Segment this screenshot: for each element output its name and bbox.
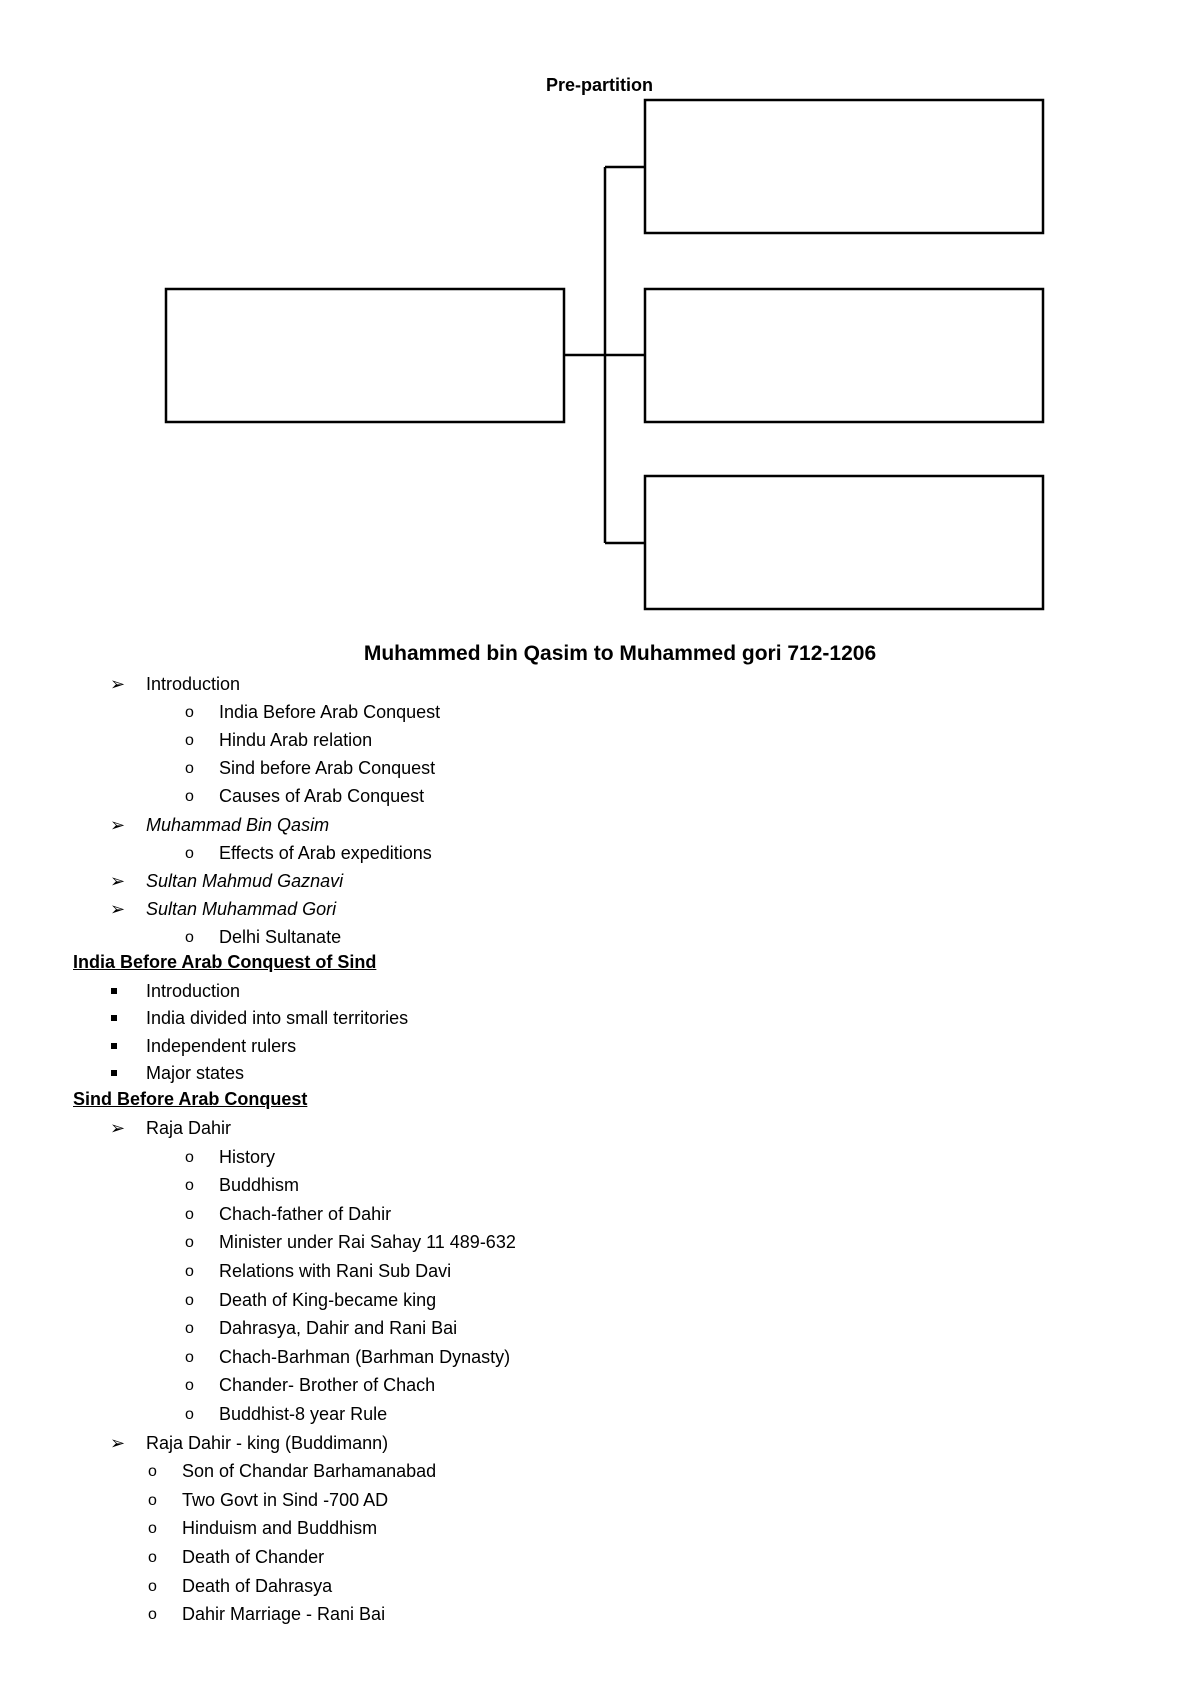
arrow-bullet-icon: ➢ [110, 674, 126, 694]
list-item-text: Causes of Arab Conquest [219, 786, 425, 807]
list-item-text: Raja Dahir - king (Buddimann) [146, 1432, 389, 1453]
list-item-text: Muhammad Bin Qasim [146, 814, 330, 835]
circle-bullet-icon: o [185, 1348, 194, 1366]
square-bullet-icon [111, 1015, 117, 1021]
square-bullet-icon [111, 988, 117, 994]
circle-bullet-icon: o [185, 1148, 194, 1166]
square-bullet-icon [111, 1043, 117, 1049]
list-item-text: Effects of Arab expeditions [219, 842, 432, 863]
list-item-text: Sultan Mahmud Gaznavi [146, 870, 344, 891]
circle-bullet-icon: o [185, 844, 194, 862]
list-item-text: India Before Arab Conquest [219, 702, 441, 723]
list-item-text: Relations with Rani Sub Davi [219, 1261, 452, 1281]
list-item-text: Sultan Muhammad Gori [146, 898, 337, 919]
diagram-box-top-right [645, 100, 1043, 233]
circle-bullet-icon: o [185, 1263, 194, 1280]
circle-bullet-icon: o [148, 1606, 157, 1624]
diagram-box-left [166, 289, 564, 422]
circle-bullet-icon: o [185, 928, 194, 946]
list-item-text: Chander- Brother of Chach [219, 1375, 436, 1396]
list-item-text: Two Govt in Sind -700 AD [182, 1489, 389, 1510]
list-item-text: Buddhist-8 year Rule [219, 1404, 388, 1424]
list-item-text: Dahir Marriage - Rani Bai [182, 1604, 386, 1625]
circle-bullet-icon: o [185, 788, 194, 806]
list-item-text: Introduction [146, 981, 241, 1001]
list-item-text: Sind before Arab Conquest [219, 758, 436, 779]
diagram-box-middle-right [645, 289, 1043, 422]
list-item-text: Hinduism and Buddhism [182, 1518, 378, 1539]
list-item-text: Minister under Rai Sahay 11 489-632 [219, 1232, 516, 1253]
diagram-label: Pre-partition [546, 75, 654, 95]
circle-bullet-icon: o [148, 1577, 157, 1595]
circle-bullet-icon: o [185, 1234, 194, 1252]
list-item-text: Major states [146, 1062, 245, 1083]
circle-bullet-icon: o [185, 1177, 194, 1195]
list-item-text: Chach-father of Dahir [219, 1203, 392, 1224]
square-bullet-icon [111, 1070, 117, 1076]
page-title: Muhammed bin Qasim to Muhammed gori 712-1206 [363, 642, 877, 665]
circle-bullet-icon: o [185, 1320, 194, 1338]
circle-bullet-icon: o [185, 1205, 194, 1223]
section-heading-india: India Before Arab Conquest of Sind [73, 952, 377, 972]
section-heading-sind: Sind Before Arab Conquest [73, 1089, 308, 1109]
list-item-text: History [219, 1146, 276, 1167]
circle-bullet-icon: o [185, 1377, 194, 1395]
circle-bullet-icon: o [185, 704, 194, 722]
list-item-text: Independent rulers [146, 1035, 297, 1056]
list-item-text: Raja Dahir [146, 1118, 232, 1138]
circle-bullet-icon: o [148, 1549, 157, 1566]
circle-bullet-icon: o [148, 1520, 157, 1538]
list-item-text: Introduction [146, 674, 241, 694]
list-item-text: Hindu Arab relation [219, 730, 373, 751]
arrow-bullet-icon: ➢ [110, 1118, 126, 1138]
list-item-text: Buddhism [219, 1175, 300, 1196]
arrow-bullet-icon: ➢ [110, 814, 126, 835]
arrow-bullet-icon: ➢ [110, 898, 126, 919]
circle-bullet-icon: o [148, 1463, 157, 1481]
list-item-text: Son of Chandar Barhamanabad [182, 1461, 437, 1482]
circle-bullet-icon: o [185, 732, 194, 750]
circle-bullet-icon: o [185, 1291, 194, 1309]
pre-partition-diagram [0, 0, 1200, 640]
diagram-box-bottom-right [645, 476, 1043, 609]
list-item-text: Death of Dahrasya [182, 1575, 333, 1596]
list-item-text: Dahrasya, Dahir and Rani Bai [219, 1318, 458, 1339]
list-item-text: Death of King-became king [219, 1289, 437, 1310]
list-item-text: India divided into small territories [146, 1008, 409, 1029]
arrow-bullet-icon: ➢ [110, 1432, 126, 1453]
list-item-text: Death of Chander [182, 1547, 325, 1567]
circle-bullet-icon: o [185, 760, 194, 778]
list-item-text: Chach-Barhman (Barhman Dynasty) [219, 1346, 511, 1367]
arrow-bullet-icon: ➢ [110, 870, 126, 891]
list-item-text: Delhi Sultanate [219, 926, 342, 947]
circle-bullet-icon: o [148, 1491, 157, 1509]
circle-bullet-icon: o [185, 1406, 194, 1423]
